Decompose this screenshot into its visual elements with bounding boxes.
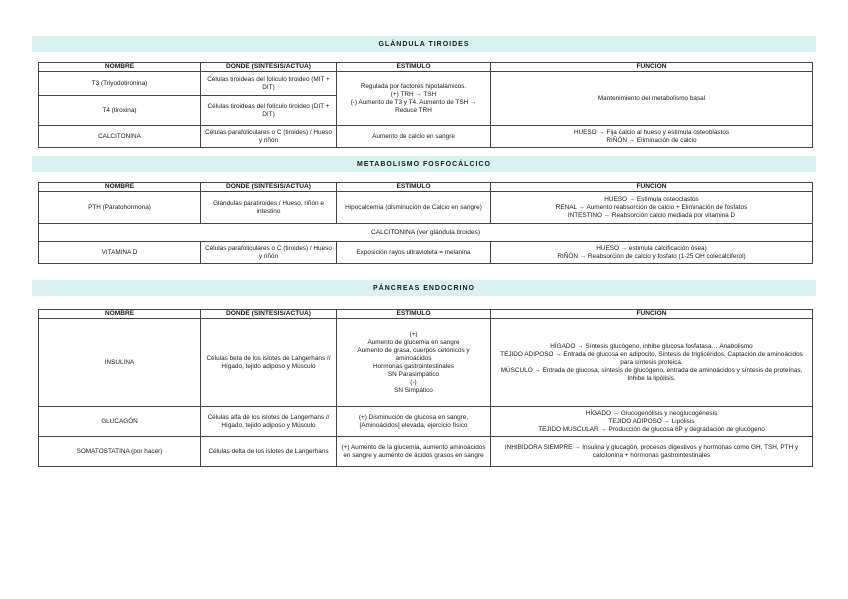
cell-nombre: CALCITONINA [39, 126, 201, 148]
cell-funcion: HUESO → estimula calcificación ósea) RIÑÓN → Reabsorción de calcio y fosfato (1-25 OH colecalciferol) [491, 242, 813, 264]
cell-nombre: SOMATOSTATINA (por hacer) [39, 437, 201, 467]
column-header-nombre: NOMBRE [39, 310, 201, 319]
table-header-row [39, 183, 813, 192]
table-row-vitamina-d [39, 242, 813, 264]
cell-donde: Células delta de los islotes de Langerhans [201, 437, 337, 467]
cell-donde: Células tiroideas del folículo tiroideo (DIT + DIT) [201, 96, 337, 126]
cell-donde: Glándulas paratiroides / Hueso, riñón e intestino [201, 192, 337, 224]
cell-estimulo: (+) Aumento de la glucemia, aumento aminoácidos en sangre y aumento de ácidos grasos en sangre [337, 437, 491, 467]
table-row-glucagon [39, 407, 813, 437]
cell-donde: Células beta de los islotes de Langerhans // Hígado, tejido adiposo y Músculo [201, 319, 337, 407]
column-header-nombre: NOMBRE [39, 63, 201, 72]
section-title-pancreas: PÁNCREAS ENDOCRINO [32, 280, 816, 296]
cell-nombre: T3 (Triyodotironina) [39, 72, 201, 96]
cell-funcion: HUESO → Estimula osteoclastos RENAL → Aumento reabsorción de calcio + Eliminación de fosfatos INTESTINO → Reabsorción calcio mediada por vitamina D [491, 192, 813, 224]
cell-estimulo: Regulada por factores hipotalámicos. (+) TRH → TSH (-) Aumento de T3 y T4. Aumento de TSH → Reduce TRH [337, 72, 491, 126]
cell-nombre: T4 (tiroxina) [39, 96, 201, 126]
cell-estimulo: (+) Aumento de glucemia en sangre Aumento de grasa, cuerpos cetónicos y aminoácidos Hormonas gastrointestinales SN Parasimpático (-) SN Simpático [337, 319, 491, 407]
cell-nombre: VITAMINA D [39, 242, 201, 264]
column-header-estimulo: ESTÍMULO [337, 63, 491, 72]
cell-donde: Células parafoliculares o C (tiroides) / Hueso y riñón [201, 242, 337, 264]
cell-nombre: PTH (Paratohormona) [39, 192, 201, 224]
cell-donde: Células tiroideas del folículo tiroideo (MIT + DIT) [201, 72, 337, 96]
column-header-donde: DONDE (SÍNTESIS/ACTÚA) [201, 310, 337, 319]
cell-estimulo: Exposición rayos ultravioleta = melanina [337, 242, 491, 264]
table-row-insulina [39, 319, 813, 407]
table-row-calcitonina-note [39, 224, 813, 242]
cell-donde: Células parafoliculares o C (tiroides) / Hueso y riñón [201, 126, 337, 148]
column-header-donde: DONDE (SÍNTESIS/ACTÚA) [201, 183, 337, 192]
column-header-funcion: FUNCIÓN [491, 310, 813, 319]
column-header-donde: DONDE (SÍNTESIS/ACTÚA) [201, 63, 337, 72]
table-row-t3 [39, 72, 813, 96]
section-title-fosfocalcico: METABOLISMO FOSFOCÁLCICO [32, 156, 816, 172]
table-row-pth [39, 192, 813, 224]
cell-funcion: Mantenimiento del metabolismo basal [491, 72, 813, 126]
cell-estimulo: Aumento de calcio en sangre [337, 126, 491, 148]
cell-nombre: GLUCAGÓN [39, 407, 201, 437]
table-row-somatostatina [39, 437, 813, 467]
cell-nombre: INSULINA [39, 319, 201, 407]
cell-funcion: INHIBIDORA SIEMPRE → Insulina y glucagón, procesos digestivos y hormonas como GH, TSH, PTH y calcitonina + hormonas gastrointestinales [491, 437, 813, 467]
column-header-nombre: NOMBRE [39, 183, 201, 192]
column-header-estimulo: ESTÍMULO [337, 310, 491, 319]
cell-estimulo: Hipocalcemia (disminución de Calcio en sangre) [337, 192, 491, 224]
calcitonina-note: CALCITONINA (ver glándula tiroides) [39, 224, 813, 242]
cell-estimulo: (+) Disminución de glucosa en sangre, [Aminoácidos] elevada, ejercicio físico [337, 407, 491, 437]
section-title-tiroides: GLÁNDULA TIROIDES [32, 36, 816, 52]
column-header-funcion: FUNCIÓN [491, 183, 813, 192]
table-pancreas [38, 309, 813, 467]
table-row-calcitonina [39, 126, 813, 148]
table-header-row [39, 63, 813, 72]
table-header-row [39, 310, 813, 319]
column-header-estimulo: ESTÍMULO [337, 183, 491, 192]
cell-funcion: HÍGADO → Síntesis glucógeno, inhibe glucosa fosfatasa… Anabolismo TEJIDO ADIPOSO → Entrada de glucosa en adipocito, Síntesis de triglicéridos, Captación de aminoácidos para síntesis proteica. MÚSCULO → Entrada de glucosa, síntesis de glucógeno, entrada de aminoácidos y síntesis de proteínas, Inhibe la lipólisis. [491, 319, 813, 407]
cell-donde: Células alfa de los islotes de Langerhans // Hígado, tejido adiposo y Músculo [201, 407, 337, 437]
cell-funcion: HÍGADO → Glucogenólisis y neoglucogénesis TEJIDO ADIPOSO → Lipólisis TEJIDO MUSCULAR → Producción de glucosa 6P y degradación de glucógeno [491, 407, 813, 437]
table-tiroides [38, 62, 813, 148]
column-header-funcion: FUNCIÓN [491, 63, 813, 72]
table-fosfocalcico [38, 182, 813, 264]
cell-funcion: HUESO → Fija calcio al hueso y estimula osteoblastos RIÑÓN → Eliminación de calcio [491, 126, 813, 148]
